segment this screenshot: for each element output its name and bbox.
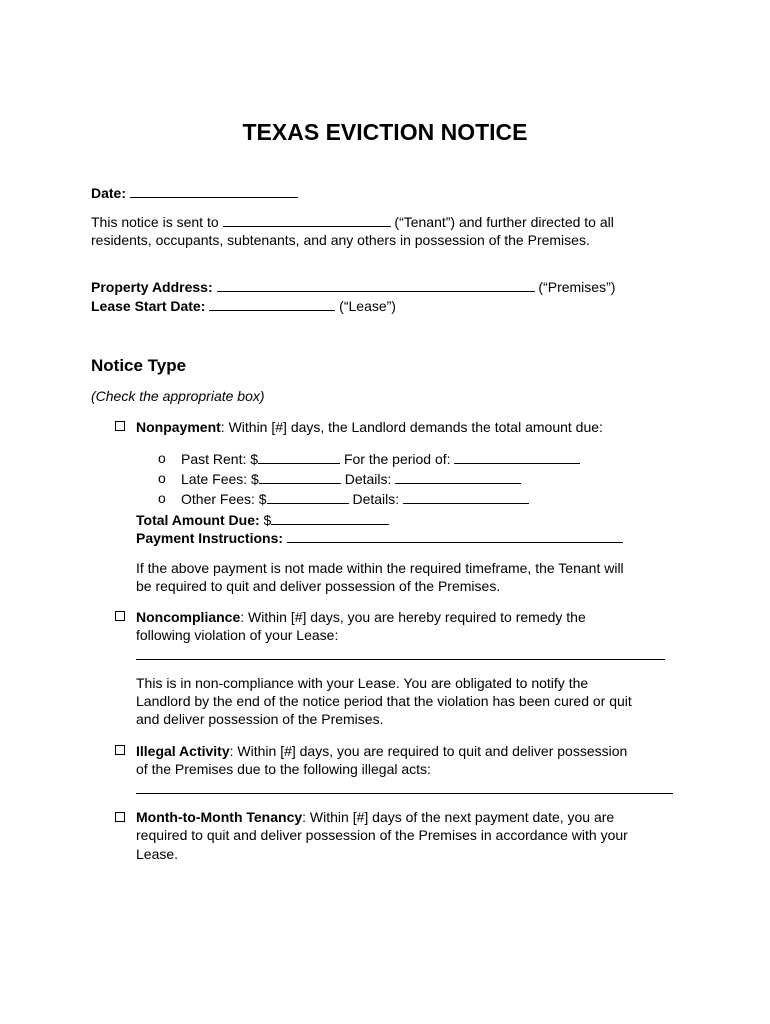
late-fees-row [181,469,521,488]
late-fees-details-field[interactable] [395,469,521,484]
lease-start-field[interactable] [209,296,335,311]
bullet-past-rent: o [158,450,166,466]
total-amount-field[interactable] [271,510,389,525]
noncompliance-note-1: This is in non-compliance with your Lease. You are obligated to notify the [136,675,589,691]
date-row [91,183,298,202]
illegal-activity-text-2: of the Premises due to the following illegal acts: [136,761,431,777]
sent-to-suffix: (“Tenant”) and further directed to all [394,214,614,230]
other-fees-label: Other Fees: $ [181,491,267,507]
noncompliance-note-3: and deliver possession of the Premises. [136,711,384,727]
noncompliance-heading [136,608,586,626]
other-fees-details-field[interactable] [403,489,529,504]
other-fees-details-label: Details: [352,491,400,507]
illegal-activity-heading [136,742,627,760]
nonpayment-heading [136,418,603,436]
violation-field[interactable] [136,659,665,660]
noncompliance-label: Noncompliance [136,609,241,625]
nonpayment-label: Nonpayment [136,419,221,435]
past-rent-field[interactable] [258,449,340,464]
illegal-activity-text-1: : Within [#] days, you are required to quit and deliver possession [229,743,628,759]
property-address-row [91,277,615,296]
illegal-acts-field[interactable] [136,793,673,794]
late-fees-field[interactable] [259,469,341,484]
past-rent-row [181,449,580,468]
nonpayment-warning-1: If the above payment is not made within the required timeframe, the Tenant will [136,560,624,576]
notice-type-heading: Notice Type [91,356,187,375]
total-amount-label: Total Amount Due: [136,512,260,528]
late-fees-details-label: Details: [344,471,392,487]
month-to-month-checkbox[interactable] [115,812,125,822]
lease-start-row [91,296,396,315]
sent-to-line-2: residents, occupants, subtenants, and any others in possession of the Premises. [91,232,590,248]
other-fees-field[interactable] [267,489,349,504]
noncompliance-checkbox[interactable] [115,611,125,621]
noncompliance-text-2: following violation of your Lease: [136,627,339,643]
bullet-other-fees: o [158,490,166,506]
property-address-suffix: (“Premises”) [538,279,616,295]
month-to-month-text-3: Lease. [136,846,179,862]
illegal-activity-label: Illegal Activity [136,743,230,759]
nonpayment-warning-2: be required to quit and deliver possession of the Premises. [136,578,501,594]
other-fees-row [181,489,529,508]
property-address-field[interactable] [217,277,535,292]
late-fees-label: Late Fees: $ [181,471,259,487]
sent-to-prefix: This notice is sent to [91,214,219,230]
period-label: For the period of: [343,451,451,467]
payment-instructions-field[interactable] [287,528,623,543]
sent-to-line-1 [91,212,614,231]
nonpayment-checkbox[interactable] [115,421,125,431]
noncompliance-text-1: : Within [#] days, you are hereby required to remedy the [240,609,586,625]
date-label: Date: [91,185,127,201]
property-address-label: Property Address: [91,279,213,295]
illegal-activity-checkbox[interactable] [115,745,125,755]
document-title: TEXAS EVICTION NOTICE [242,119,528,145]
total-amount-sign: $ [263,512,272,528]
month-to-month-text-1: : Within [#] days of the next payment date, you are [302,809,615,825]
date-field[interactable] [130,183,298,198]
past-rent-label: Past Rent: $ [181,451,259,467]
period-field[interactable] [454,449,580,464]
payment-instructions-label: Payment Instructions: [136,530,284,546]
tenant-name-field[interactable] [223,212,391,227]
month-to-month-text-2: required to quit and deliver possession of the Premises in accordance with your [136,827,628,843]
noncompliance-note-2: Landlord by the end of the notice period that the violation has been cured or quit [136,693,632,709]
lease-start-suffix: (“Lease”) [339,298,396,314]
lease-start-label: Lease Start Date: [91,298,206,314]
bullet-late-fees: o [158,470,166,486]
payment-instructions-row [136,528,623,547]
total-amount-row [136,510,389,529]
notice-type-instruction: (Check the appropriate box) [91,388,265,404]
month-to-month-label: Month-to-Month Tenancy [136,809,303,825]
month-to-month-heading [136,808,614,826]
nonpayment-text: : Within [#] days, the Landlord demands the total amount due: [220,419,603,435]
